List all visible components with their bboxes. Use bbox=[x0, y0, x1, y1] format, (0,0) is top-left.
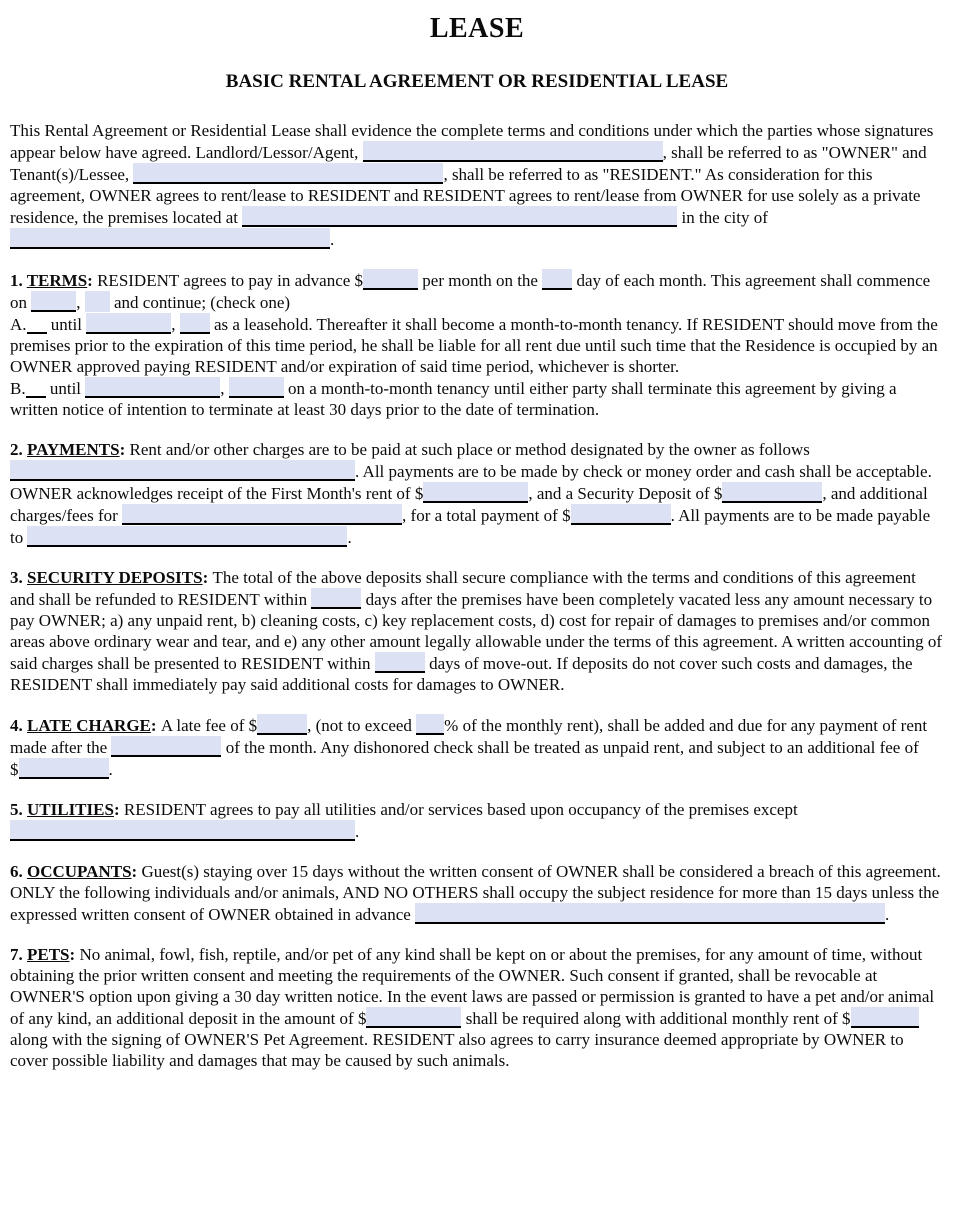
section-keyword: PETS bbox=[27, 945, 70, 964]
text-run: of the month. Any dishonored check shall be treated as unpaid rent, and subject to an additional fee of bbox=[221, 738, 919, 757]
pet-monthly-rent-field[interactable] bbox=[851, 1007, 919, 1028]
late-fee-amount-field[interactable] bbox=[257, 714, 307, 735]
intro-paragraph bbox=[10, 120, 944, 250]
field-prefix: $ bbox=[248, 716, 258, 735]
text-run: , bbox=[76, 293, 85, 312]
text-run: 3. bbox=[10, 568, 27, 587]
city-field[interactable] bbox=[10, 228, 330, 249]
document-subtitle: BASIC RENTAL AGREEMENT OR RESIDENTIAL LEASE bbox=[225, 71, 729, 92]
text-run: . bbox=[885, 905, 890, 924]
field-prefix: $ bbox=[842, 1009, 851, 1028]
section-keyword: TERMS bbox=[26, 271, 88, 290]
field-prefix: $ bbox=[414, 484, 424, 503]
field-prefix: $ bbox=[713, 484, 723, 503]
pets-paragraph bbox=[10, 944, 944, 1071]
text-run: until bbox=[46, 315, 87, 334]
document-body bbox=[10, 120, 944, 1071]
text-run: : bbox=[150, 716, 161, 735]
field-group bbox=[842, 1009, 919, 1028]
rent-due-day-field[interactable] bbox=[542, 269, 572, 290]
field-prefix: $ bbox=[357, 1009, 367, 1028]
text-run: days of move-out. If deposits do not cover such costs and damages, the RESIDENT shall immediately pay said additional costs for damages to OWNER. bbox=[10, 654, 913, 694]
commencement-year-field[interactable] bbox=[85, 291, 110, 312]
approved-occupants-field[interactable] bbox=[415, 903, 885, 924]
text-run: day of each month. This agreement shall commence on bbox=[10, 271, 931, 312]
field-prefix: $ bbox=[562, 506, 571, 525]
text-run: , (not to exceed bbox=[307, 716, 417, 735]
text-run: , and additional charges/fees for bbox=[10, 484, 928, 525]
text-run: The total of the above deposits shall secure compliance with the terms and conditions of this agreement and shall be refunded to RESIDENT within bbox=[10, 568, 916, 609]
text-run: days after the premises have been completely vacated less any amount necessary to pay OWNER; a) any unpaid rent, b) cleaning costs, c) key replacement costs, d) cost for repair of damages to premises and/or common areas above ordinary wear and tear, and e) any other amount legally allowable under the terms of this agreement. A written accounting of said charges shall be presented to RESIDENT within bbox=[10, 590, 943, 673]
security-deposits-paragraph bbox=[10, 567, 944, 695]
landlord-lessor-agent-field[interactable] bbox=[363, 141, 663, 162]
text-run: . All payments are to be made by check or money order and cash shall be acceptable. OWNER acknowledges receipt of the First Month's rent of bbox=[10, 462, 932, 503]
field-prefix: $ bbox=[354, 271, 364, 290]
dishonored-check-fee-field[interactable] bbox=[19, 758, 109, 779]
text-run: : bbox=[119, 440, 130, 459]
text-run: , shall be referred to as "RESIDENT." As consideration for this agreement, OWNER agrees to rent/lease to RESIDENT and RESIDENT agrees to rent/lease from OWNER for use solely as a private residence, the premises located at bbox=[10, 165, 921, 227]
option-a-end-date-field[interactable] bbox=[86, 313, 171, 334]
text-run: This Rental Agreement or Residential Lease shall evidence the complete terms and conditions under which the parties whose signatures appear below have agreed. Landlord/Lessor/Agent, bbox=[10, 121, 934, 162]
document-title: LEASE bbox=[429, 13, 525, 44]
total-payment-field[interactable] bbox=[571, 504, 671, 525]
text-run: . bbox=[347, 528, 352, 547]
refund-days-field[interactable] bbox=[311, 588, 361, 609]
utilities-paragraph bbox=[10, 799, 944, 842]
text-run: : bbox=[131, 862, 142, 881]
option-b-end-date-field[interactable] bbox=[85, 377, 220, 398]
field-group bbox=[358, 1009, 462, 1028]
late-charge-paragraph bbox=[10, 714, 944, 780]
text-run: B. bbox=[10, 379, 26, 398]
text-run: RESIDENT agrees to pay all utilities and/or services based upon occupancy of the premises except bbox=[123, 800, 798, 819]
field-group bbox=[355, 271, 419, 290]
text-run: , and a Security Deposit of bbox=[528, 484, 714, 503]
text-run: . bbox=[108, 760, 113, 779]
text-run: 2. bbox=[10, 440, 27, 459]
text-run: 6. bbox=[10, 862, 27, 881]
section-keyword: UTILITIES bbox=[27, 800, 114, 819]
field-prefix: $ bbox=[10, 760, 19, 779]
text-run: 4. bbox=[10, 716, 27, 735]
text-run: A late fee of bbox=[160, 716, 249, 735]
field-group bbox=[415, 484, 529, 503]
pet-deposit-amount-field[interactable] bbox=[366, 1007, 461, 1028]
section-keyword: LATE CHARGE bbox=[27, 716, 151, 735]
additional-charges-fees-field[interactable] bbox=[122, 504, 402, 525]
text-run: : bbox=[202, 568, 213, 587]
security-deposit-amount-field[interactable] bbox=[722, 482, 822, 503]
text-run: Rent and/or other charges are to be paid at such place or method designated by the owner as follows bbox=[129, 440, 810, 459]
text-run: , bbox=[171, 315, 180, 334]
payable-to-field[interactable] bbox=[27, 526, 347, 547]
text-run: along with the signing of OWNER'S Pet Agreement. RESIDENT also agrees to carry insurance deemed appropriate by OWNER to cover possible liability and damages that may be caused by such animals. bbox=[10, 1030, 904, 1070]
text-run: % of the monthly rent), shall be added and due for any payment of rent made after the bbox=[10, 716, 928, 757]
occupants-paragraph bbox=[10, 861, 944, 925]
premises-address-field[interactable] bbox=[242, 206, 677, 227]
text-run: , for a total payment of bbox=[402, 506, 563, 525]
accounting-days-field[interactable] bbox=[375, 652, 425, 673]
payment-place-method-field[interactable] bbox=[10, 460, 355, 481]
text-run: . bbox=[330, 230, 335, 249]
text-run: Guest(s) staying over 15 days without the written consent of OWNER shall be considered a breach of this agreement. ONLY the following individuals and/or animals, AND NO OTHERS shall occupy the subject residence for more than 15 days unless the expressed written consent of OWNER obtained in advance bbox=[10, 862, 941, 924]
monthly-rent-amount-field[interactable] bbox=[363, 269, 418, 290]
section-keyword: PAYMENTS bbox=[27, 440, 120, 459]
option-b-checkbox-blank[interactable] bbox=[26, 381, 46, 398]
text-run: on a month-to-month tenancy until either party shall terminate this agreement by giving a written notice of intention to terminate at least 30 days prior to the date of termination. bbox=[10, 379, 897, 419]
late-fee-percent-field[interactable] bbox=[416, 714, 444, 735]
text-run: . bbox=[355, 822, 360, 841]
text-run: , bbox=[220, 379, 229, 398]
text-run: 1. bbox=[10, 271, 27, 290]
option-a-end-year-field[interactable] bbox=[180, 313, 210, 334]
terms-paragraph bbox=[10, 269, 944, 420]
text-run: : bbox=[69, 945, 80, 964]
text-run: : bbox=[87, 271, 98, 290]
section-keyword: SECURITY DEPOSITS bbox=[27, 568, 203, 587]
payments-paragraph bbox=[10, 439, 944, 548]
field-group bbox=[714, 484, 823, 503]
text-run: 7. bbox=[10, 945, 27, 964]
field-group bbox=[249, 716, 308, 735]
field-group bbox=[10, 760, 109, 779]
utilities-exception-field[interactable] bbox=[10, 820, 355, 841]
section-keyword: OCCUPANTS bbox=[27, 862, 132, 881]
text-run: RESIDENT agrees to pay in advance bbox=[97, 271, 355, 290]
text-run: until bbox=[45, 379, 86, 398]
field-group bbox=[562, 506, 671, 525]
text-run: A. bbox=[10, 315, 27, 334]
text-run: , shall be referred to as "OWNER" and Tenant(s)/Lessee, bbox=[10, 143, 927, 184]
option-a-checkbox-blank[interactable] bbox=[27, 317, 47, 334]
commencement-date-field[interactable] bbox=[31, 291, 76, 312]
option-b-end-year-field[interactable] bbox=[229, 377, 284, 398]
text-run: and continue; (check one) bbox=[109, 293, 291, 312]
text-run: in the city of bbox=[677, 208, 768, 227]
text-run: per month on the bbox=[418, 271, 543, 290]
text-run: : bbox=[113, 800, 124, 819]
late-after-day-field[interactable] bbox=[111, 736, 221, 757]
text-run: 5. bbox=[10, 800, 27, 819]
text-run: shall be required along with additional monthly rent of bbox=[461, 1009, 842, 1028]
text-run: as a leasehold. Thereafter it shall become a month-to-month tenancy. If RESIDENT should move from the premises prior to the expiration of this time period, he shall be liable for all rent due until such time that the Residence is occupied by an OWNER approved paying RESIDENT and/or expiration of said time period, whichever is shorter. bbox=[10, 315, 938, 376]
tenant-lessee-field[interactable] bbox=[133, 163, 443, 184]
first-month-rent-field[interactable] bbox=[423, 482, 528, 503]
text-run: No animal, fowl, fish, reptile, and/or pet of any kind shall be kept on or about the premises, for any amount of time, without obtaining the prior written consent and meeting the requirements of the OWNER. Such consent if granted, shall be revocable at OWNER'S option upon giving a 30 day written notice. In the event laws are passed or permission is granted to have a pet and/or animal of any kind, an additional deposit in the amount of bbox=[10, 945, 935, 1028]
text-run: . All payments are to be made payable to bbox=[10, 506, 931, 547]
